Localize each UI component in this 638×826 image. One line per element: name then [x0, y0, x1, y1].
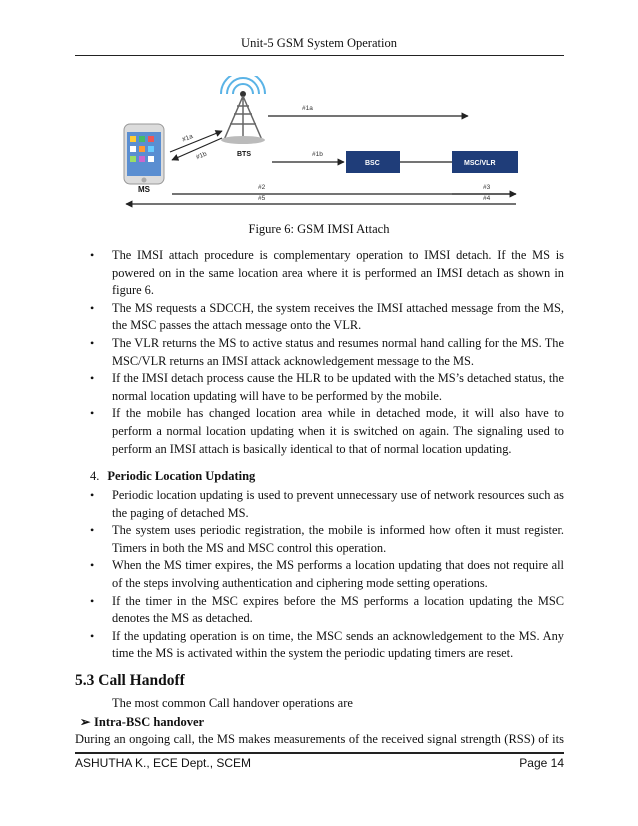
label-3: #3 — [483, 184, 491, 191]
item-heading — [80, 714, 204, 730]
list-item: • If the updating operation is on time, the MSC sends an acknowledgement to the MS. Any time the MS is activated within the system the periodic updating timers are reset. — [78, 628, 564, 663]
subsection-number: 4. — [90, 469, 100, 483]
label-1a-top: #1a — [302, 105, 313, 112]
label-1b-left: #1b — [195, 150, 208, 162]
label-4: #4 — [483, 195, 491, 202]
list-item: • The system uses periodic registration, the mobile is informed how often it must register. Timers in both the MS and MSC control this operation. — [78, 522, 564, 557]
gsm-imsi-attach-figure — [112, 76, 532, 216]
imsi-attach-list — [78, 247, 564, 458]
list-item: • If the timer in the MSC expires before the MS performs a location updating the MSC denotes the MS as detached. — [78, 593, 564, 628]
section-title: 5.3 Call Handoff — [75, 672, 185, 689]
list-item: • If the mobile has changed location area while in detached mode, it will also have to perform a normal location updating when it is switched on again. The signaling used to perform an IMSI attach is basically identical to that of normal location updating. — [78, 405, 564, 458]
figure-caption: Figure 6: GSM IMSI Attach — [248, 222, 390, 236]
body-paragraph: During an ongoing call, the MS makes measurements of the received signal strength (RSS) of its — [75, 732, 564, 746]
label-1a-left: #1a — [181, 133, 194, 144]
label-5: #5 — [258, 195, 266, 202]
page-header: Unit-5 GSM System Operation — [241, 36, 397, 50]
periodic-update-list — [78, 487, 564, 663]
bts-tower-icon — [221, 76, 265, 144]
section-intro: The most common Call handover operations are — [112, 696, 353, 710]
label-1b-mid: #1b — [312, 151, 323, 158]
list-item: • The IMSI attach procedure is complementary operation to IMSI detach. If the MS is powered on in the same location area where it is performed an IMSI detach as shown in figure 6. — [78, 247, 564, 300]
subsection-heading — [90, 469, 255, 484]
list-item: • When the MS timer expires, the MS performs a location updating that does not require all of the steps involving authentication and ciphering mode setting operations. — [78, 557, 564, 592]
list-item: • The MS requests a SDCCH, the system receives the IMSI attached message from the MS, the MSC passes the attach message onto the VLR. — [78, 300, 564, 335]
footer-page-number: Page 14 — [519, 756, 564, 770]
item-title: Intra-BSC handover — [94, 715, 205, 729]
footer-divider — [75, 752, 564, 754]
subsection-title: Periodic Location Updating — [107, 469, 256, 483]
list-item: • If the IMSI detach process cause the HLR to be updated with the MS’s detached status, the normal location updating will have to be performed by the mobile. — [78, 370, 564, 405]
bsc-label: BSC — [365, 160, 380, 167]
header-divider — [75, 55, 564, 56]
list-item: • Periodic location updating is used to prevent unnecessary use of network resources such as the paging of detached MS. — [78, 487, 564, 522]
phone-icon — [124, 124, 164, 184]
ms-label: MS — [138, 185, 150, 194]
list-item: • The VLR returns the MS to active status and resumes normal hand calling for the MS. The MSC/VLR returns an IMSI attack acknowledgement message to the MS. — [78, 335, 564, 370]
footer-author: ASHUTHA K., ECE Dept., SCEM — [75, 756, 252, 770]
label-2: #2 — [258, 184, 266, 191]
msc-vlr-label: MSC/VLR — [464, 160, 496, 167]
arrow-bullet-icon: ➢ — [80, 715, 91, 729]
bts-label: BTS — [237, 151, 251, 158]
